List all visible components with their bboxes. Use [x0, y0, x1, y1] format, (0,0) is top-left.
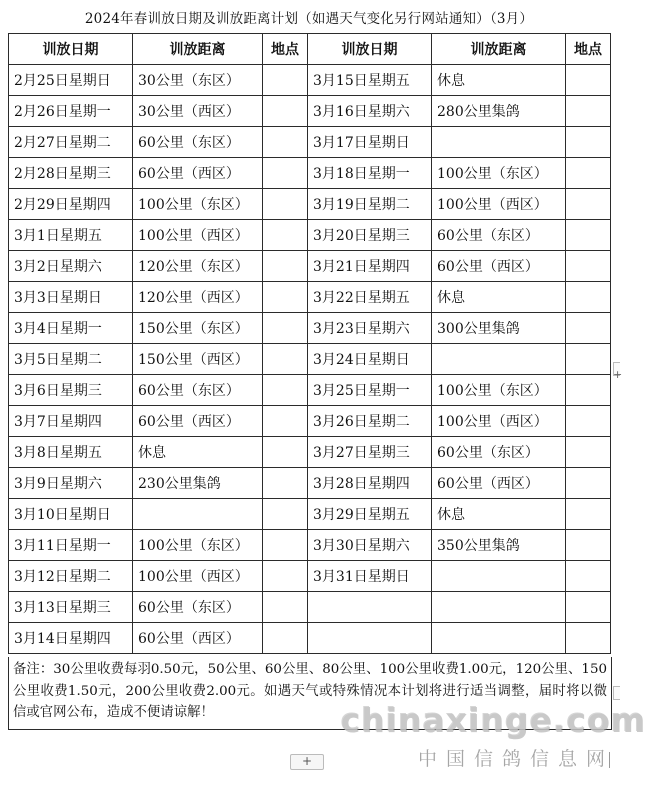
cell-date-right: 3月15日星期五 — [308, 65, 432, 96]
cell-distance-left: 30公里（东区） — [133, 65, 263, 96]
header-distance-left: 训放距离 — [133, 34, 263, 65]
remarks-note: 备注：30公里收费每羽0.50元，50公里、60公里、80公里、100公里收费1.00元，120公里、150公里收费1.50元，200公里收费2.00元。如遇天气或特殊情况本计划将进行适当调整，届时将以微信或官网公布，造成不便请谅解！ — [8, 657, 612, 730]
cell-date-left: 3月7日星期四 — [9, 406, 133, 437]
cell-date-right: 3月18日星期一 — [308, 158, 432, 189]
cell-location-right — [566, 96, 611, 127]
cell-date-right — [308, 592, 432, 623]
site-watermark: chinaxinge.com — [340, 700, 645, 739]
table-row — [9, 96, 611, 127]
insert-row-plus[interactable]: + — [613, 368, 623, 381]
cell-location-right — [566, 65, 611, 96]
cell-location-left — [263, 437, 308, 468]
cell-location-left — [263, 530, 308, 561]
cell-date-left: 3月8日星期五 — [9, 437, 133, 468]
table-row — [9, 282, 611, 313]
cell-location-left — [263, 468, 308, 499]
cell-date-left: 3月4日星期一 — [9, 313, 133, 344]
cell-distance-left: 100公里（西区） — [133, 561, 263, 592]
cell-distance-left: 100公里（东区） — [133, 530, 263, 561]
cell-distance-right — [432, 592, 566, 623]
cell-location-right — [566, 592, 611, 623]
cell-date-left: 3月5日星期二 — [9, 344, 133, 375]
cell-date-right: 3月16日星期六 — [308, 96, 432, 127]
cell-distance-right — [432, 623, 566, 654]
cell-location-left — [263, 96, 308, 127]
table-row — [9, 499, 611, 530]
cell-date-right: 3月30日星期六 — [308, 530, 432, 561]
cell-location-right — [566, 406, 611, 437]
cell-distance-right: 休息 — [432, 499, 566, 530]
cell-location-right — [566, 251, 611, 282]
cell-location-right — [566, 561, 611, 592]
table-row — [9, 189, 611, 220]
cell-date-left: 3月2日星期六 — [9, 251, 133, 282]
cell-location-left — [263, 282, 308, 313]
cell-distance-right: 100公里（东区） — [432, 375, 566, 406]
cell-distance-right: 100公里（东区） — [432, 158, 566, 189]
cell-date-left: 3月11日星期一 — [9, 530, 133, 561]
cell-date-right: 3月17日星期日 — [308, 127, 432, 158]
cell-distance-left: 60公里（西区） — [133, 623, 263, 654]
cell-distance-left: 150公里（东区） — [133, 313, 263, 344]
table-row — [9, 313, 611, 344]
cell-location-right — [566, 623, 611, 654]
add-page-button[interactable]: + — [290, 754, 324, 770]
cell-location-right — [566, 344, 611, 375]
cell-distance-right: 100公里（西区） — [432, 189, 566, 220]
cell-date-left: 2月26日星期一 — [9, 96, 133, 127]
cell-distance-left: 230公里集鸽 — [133, 468, 263, 499]
cell-distance-left: 60公里（西区） — [133, 406, 263, 437]
cell-distance-left — [133, 499, 263, 530]
cell-distance-right: 60公里（东区） — [432, 220, 566, 251]
table-row — [9, 592, 611, 623]
header-date-right: 训放日期 — [308, 34, 432, 65]
cell-distance-right: 300公里集鸽 — [432, 313, 566, 344]
cell-location-left — [263, 592, 308, 623]
cell-location-right — [566, 499, 611, 530]
cell-date-right: 3月25日星期一 — [308, 375, 432, 406]
page-edge-marker — [609, 752, 616, 768]
cell-date-left: 3月6日星期三 — [9, 375, 133, 406]
cell-distance-left: 150公里（西区） — [133, 344, 263, 375]
cell-location-left — [263, 220, 308, 251]
table-row — [9, 158, 611, 189]
header-location-right: 地点 — [566, 34, 611, 65]
cell-date-right: 3月20日星期三 — [308, 220, 432, 251]
cell-distance-left: 120公里（西区） — [133, 282, 263, 313]
cell-distance-right: 60公里（东区） — [432, 437, 566, 468]
cell-location-left — [263, 406, 308, 437]
cell-location-left — [263, 65, 308, 96]
cell-distance-right — [432, 344, 566, 375]
header-distance-right: 训放距离 — [432, 34, 566, 65]
cell-location-right — [566, 313, 611, 344]
cell-location-left — [263, 189, 308, 220]
cell-location-right — [566, 220, 611, 251]
table-row — [9, 375, 611, 406]
cell-date-right: 3月22日星期五 — [308, 282, 432, 313]
cell-date-left: 3月12日星期二 — [9, 561, 133, 592]
cell-distance-left: 120公里（东区） — [133, 251, 263, 282]
cell-location-left — [263, 313, 308, 344]
cell-distance-left: 60公里（西区） — [133, 158, 263, 189]
table-row — [9, 406, 611, 437]
schedule-table — [8, 33, 611, 654]
cell-location-right — [566, 158, 611, 189]
table-row — [9, 530, 611, 561]
plan-title: 2024年春训放日期及训放距离计划（如遇天气变化另行网站通知）（3月） — [84, 11, 534, 27]
cell-date-right: 3月21日星期四 — [308, 251, 432, 282]
cell-date-right: 3月31日星期日 — [308, 561, 432, 592]
cell-location-left — [263, 375, 308, 406]
table-row — [9, 344, 611, 375]
cell-location-right — [566, 530, 611, 561]
cell-location-left — [263, 158, 308, 189]
cell-date-left: 2月27日星期二 — [9, 127, 133, 158]
schedule-body — [9, 65, 611, 654]
cell-date-left: 3月9日星期六 — [9, 468, 133, 499]
cell-location-right — [566, 282, 611, 313]
cell-location-left — [263, 127, 308, 158]
row-resize-handle-bottom[interactable] — [613, 686, 620, 700]
cell-date-left: 2月28日星期三 — [9, 158, 133, 189]
cell-distance-right: 60公里（西区） — [432, 251, 566, 282]
table-row — [9, 623, 611, 654]
cell-distance-left: 60公里（东区） — [133, 375, 263, 406]
cell-distance-left: 60公里（东区） — [133, 592, 263, 623]
table-row — [9, 437, 611, 468]
cell-date-right: 3月27日星期三 — [308, 437, 432, 468]
cell-date-left: 2月25日星期日 — [9, 65, 133, 96]
cell-date-right: 3月19日星期二 — [308, 189, 432, 220]
cell-date-right: 3月28日星期四 — [308, 468, 432, 499]
header-location-left: 地点 — [263, 34, 308, 65]
cell-distance-left: 60公里（东区） — [133, 127, 263, 158]
cell-date-left: 3月3日星期日 — [9, 282, 133, 313]
cell-location-right — [566, 375, 611, 406]
header-row — [9, 34, 611, 65]
cell-date-left: 3月1日星期五 — [9, 220, 133, 251]
cell-distance-right: 休息 — [432, 65, 566, 96]
cell-distance-right: 60公里（西区） — [432, 468, 566, 499]
table-row — [9, 251, 611, 282]
cell-location-right — [566, 468, 611, 499]
table-row — [9, 468, 611, 499]
table-row — [9, 127, 611, 158]
cell-date-right: 3月29日星期五 — [308, 499, 432, 530]
cell-location-left — [263, 344, 308, 375]
cell-distance-right: 280公里集鸽 — [432, 96, 566, 127]
table-row — [9, 65, 611, 96]
table-row — [9, 220, 611, 251]
cell-location-left — [263, 251, 308, 282]
cell-date-left: 3月13日星期三 — [9, 592, 133, 623]
cell-distance-right: 100公里（西区） — [432, 406, 566, 437]
cell-location-left — [263, 499, 308, 530]
cell-distance-right: 休息 — [432, 282, 566, 313]
cell-date-right: 3月26日星期二 — [308, 406, 432, 437]
site-name-watermark: 中国信鸽信息网 — [418, 748, 615, 770]
cell-distance-right — [432, 127, 566, 158]
header-date-left: 训放日期 — [9, 34, 133, 65]
cell-location-right — [566, 127, 611, 158]
cell-date-left: 3月10日星期日 — [9, 499, 133, 530]
cell-distance-left: 30公里（西区） — [133, 96, 263, 127]
cell-date-right: 3月24日星期日 — [308, 344, 432, 375]
cell-location-right — [566, 189, 611, 220]
cell-distance-left: 休息 — [133, 437, 263, 468]
cell-location-left — [263, 561, 308, 592]
cell-date-left: 2月29日星期四 — [9, 189, 133, 220]
cell-location-right — [566, 437, 611, 468]
cell-distance-right — [432, 561, 566, 592]
cell-distance-right: 350公里集鸽 — [432, 530, 566, 561]
cell-location-left — [263, 623, 308, 654]
cell-distance-left: 100公里（西区） — [133, 220, 263, 251]
table-row — [9, 561, 611, 592]
cell-distance-left: 100公里（东区） — [133, 189, 263, 220]
cell-date-left: 3月14日星期四 — [9, 623, 133, 654]
cell-date-right — [308, 623, 432, 654]
cell-date-right: 3月23日星期六 — [308, 313, 432, 344]
